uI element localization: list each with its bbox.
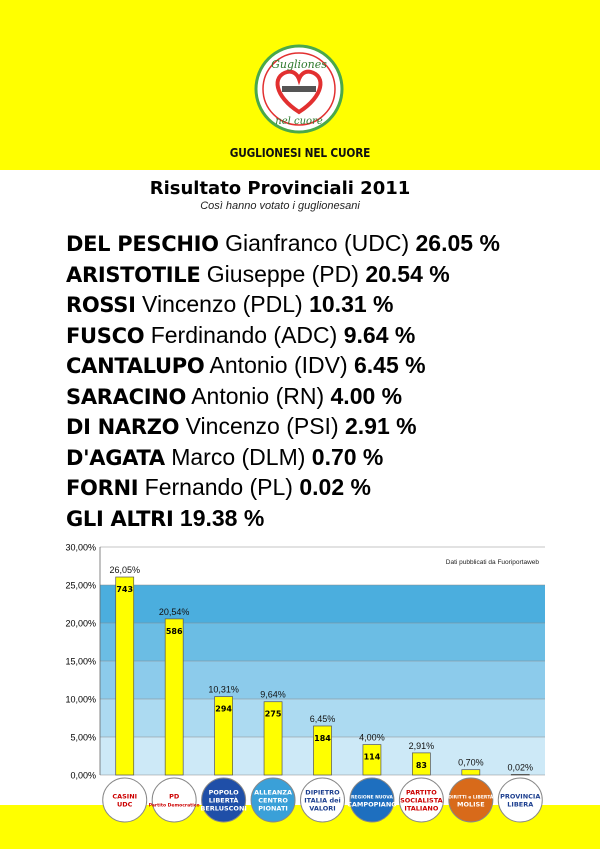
y-tick-label: 30,00% (65, 542, 96, 553)
plot-band (100, 585, 545, 623)
logo-text: LIBERA (507, 800, 534, 809)
candidate-detail: Ferdinando (ADC) (150, 321, 338, 348)
logo-text: BERLUSCONI (200, 804, 247, 813)
result-row (66, 381, 586, 412)
bar (165, 619, 183, 775)
bar-votes-label: 275 (264, 709, 282, 719)
bar-votes-label: 586 (165, 626, 183, 636)
candidate-percent: 6.45 % (354, 352, 426, 378)
result-row (66, 503, 586, 534)
pl-logo (498, 778, 542, 822)
candidate-surname: DEL PESCHIO (66, 232, 219, 256)
rn-logo (347, 778, 397, 822)
candidate-percent: 9.64 % (343, 321, 416, 348)
logo-text-top: Gugliones (271, 58, 327, 71)
bar-percent-label: 4,00% (359, 732, 385, 743)
plot-band (100, 547, 545, 585)
candidate-percent: 26.05 % (415, 230, 500, 256)
candidate-surname: DI NARZO (66, 415, 180, 439)
logo-text: Partito Democratico (148, 803, 200, 809)
udc-casini-logo (103, 778, 147, 822)
pd-logo (149, 778, 200, 822)
logo-text: ITALIANO (404, 804, 439, 813)
result-row (66, 228, 586, 259)
candidate-percent: 19.38 % (179, 504, 265, 531)
y-tick-label: 5,00% (70, 732, 96, 743)
results-list (66, 228, 586, 533)
result-row (66, 442, 586, 473)
logo-text: PD (169, 792, 180, 801)
bar-votes-label: 83 (415, 760, 427, 770)
result-row (66, 289, 586, 320)
logo-text: VALORI (309, 804, 336, 813)
psi-logo (399, 778, 443, 822)
logo-text: POPOLO (208, 788, 239, 797)
logo-text: REGIONE NUOVA (350, 795, 393, 801)
adc-logo (251, 778, 295, 822)
candidate-detail: Vincenzo (PSI) (185, 413, 339, 439)
candidate-surname: SARACINO (66, 384, 187, 409)
y-tick-label: 15,00% (65, 656, 96, 667)
logo-text: PARTITO (406, 788, 437, 797)
bar (511, 774, 529, 775)
candidate-detail: Antonio (RN) (191, 382, 325, 409)
candidate-surname: FUSCO (66, 323, 145, 348)
logo-text: PROVINCIA (500, 792, 541, 801)
candidate-percent: 0.70 % (311, 443, 384, 470)
bar-percent-label: 0,70% (458, 757, 484, 768)
candidate-detail: Marco (DLM) (171, 443, 306, 470)
bar-votes-label: 294 (215, 704, 232, 714)
candidate-detail: Antonio (IDV) (209, 352, 348, 378)
y-tick-label: 20,00% (65, 618, 96, 629)
candidate-detail: Giuseppe (PD) (206, 260, 359, 287)
page-title: Risultato Provinciali 2011 (149, 178, 411, 199)
result-row (66, 320, 586, 351)
y-tick-label: 0,00% (70, 770, 96, 781)
logo-text: CAMPOPIANO (347, 800, 397, 809)
brand-name: GUGLIONESI NEL CUORE (229, 146, 371, 160)
logo-text: LIBERTÀ (208, 796, 239, 805)
y-tick-label: 10,00% (65, 694, 96, 705)
result-row (66, 411, 586, 442)
candidate-surname: D'AGATA (66, 445, 165, 470)
bar-percent-label: 10,31% (208, 684, 239, 695)
page-subtitle: Così hanno votato i guglionesani (200, 200, 360, 212)
logo-text: PIONATI (258, 804, 288, 813)
idv-logo (301, 778, 345, 822)
result-row (66, 472, 586, 503)
candidate-detail: Vincenzo (PDL) (142, 291, 303, 317)
candidate-surname: ARISTOTILE (66, 262, 201, 287)
bar (462, 770, 480, 775)
dlm-logo (448, 778, 494, 822)
bar-votes-label: 743 (116, 585, 134, 595)
candidate-surname: FORNI (66, 476, 139, 500)
bar-percent-label: 6,45% (309, 713, 336, 724)
bar-votes-label: 184 (314, 733, 331, 743)
source-note: Dati pubblicati da Fuoriportaweb (445, 559, 539, 566)
candidate-detail: Gianfranco (UDC) (225, 230, 410, 256)
bar-percent-label: 26,05% (109, 565, 140, 576)
logo-text: ITALIA dei (304, 796, 341, 805)
y-tick-label: 25,00% (65, 580, 96, 591)
candidate-detail: Fernando (PL) (144, 474, 293, 500)
bar-percent-label: 20,54% (158, 606, 190, 617)
bar-percent-label: 9,64% (260, 689, 286, 700)
pdl-logo (200, 778, 246, 822)
logo-text: CENTRO (258, 796, 288, 805)
guglionesi-logo (254, 44, 344, 134)
bar-percent-label: 2,91% (408, 740, 435, 751)
candidate-surname: CANTALUPO (66, 354, 205, 378)
candidate-percent: 20.54 % (365, 260, 450, 287)
logo-text: SOCIALISTA (400, 796, 443, 805)
candidate-surname: ROSSI (66, 293, 136, 317)
candidate-percent: 4.00 % (330, 382, 403, 409)
logo-text: ALLEANZA (254, 788, 293, 797)
logo-text: DIPIETRO (305, 788, 340, 797)
result-row (66, 350, 586, 381)
result-row (66, 259, 586, 290)
logo-text-bottom: nel cuore (275, 116, 323, 127)
candidate-surname: GLI ALTRI (66, 506, 174, 531)
logo-text: DIRITTI e LIBERTÀ (448, 795, 494, 801)
logo-text: UDC (116, 800, 133, 809)
candidate-percent: 0.02 % (299, 474, 371, 500)
logo-text: CASINI (112, 792, 138, 801)
bar (116, 577, 134, 775)
results-bar-chart (0, 535, 600, 825)
bar-percent-label: 0,02% (507, 762, 534, 773)
candidate-percent: 10.31 % (309, 291, 394, 317)
bar-votes-label: 114 (363, 752, 381, 762)
logo-text: MOLISE (456, 800, 485, 809)
candidate-percent: 2.91 % (345, 413, 417, 439)
